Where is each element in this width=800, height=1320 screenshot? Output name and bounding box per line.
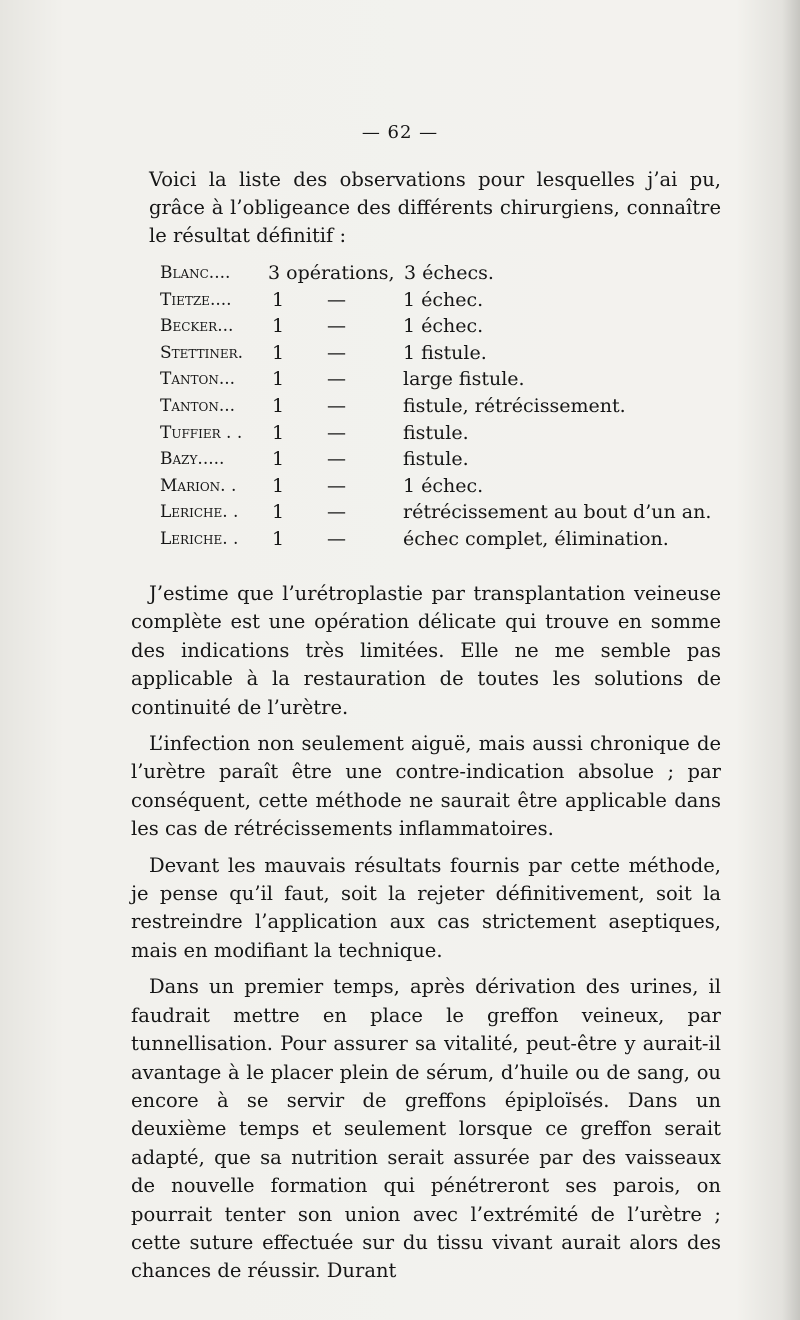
ditto-dash: — bbox=[327, 288, 346, 311]
surgeon-name: Becker... bbox=[160, 316, 234, 337]
paragraph: J’estime que l’urétroplastie par transplantation veineuse complète est une opération délicate qui trouve en somme des indications très limitées. Elle ne me semble pas applicable à la restauration de toutes les solutions de continuité de l’urètre. bbox=[131, 582, 721, 719]
ditto-dash: — bbox=[327, 527, 346, 550]
ditto-dash: — bbox=[327, 315, 346, 338]
ditto-dash: — bbox=[327, 448, 346, 471]
operations-count: 1 bbox=[272, 288, 285, 311]
results-row bbox=[160, 420, 720, 447]
operations-count: 1 bbox=[272, 448, 285, 471]
outcome: 1 échec. bbox=[403, 474, 484, 497]
outcome: 1 fistule. bbox=[403, 341, 487, 364]
ditto-dash: — bbox=[327, 394, 346, 417]
results-row bbox=[160, 340, 720, 367]
surgeon-name: Tietze.... bbox=[160, 289, 232, 310]
results-row bbox=[160, 287, 720, 314]
results-list bbox=[160, 260, 720, 553]
surgeon-name: Leriche. . bbox=[160, 528, 239, 549]
results-row bbox=[160, 473, 720, 500]
operations-count: 3 opérations, bbox=[268, 262, 395, 284]
ditto-dash: — bbox=[327, 421, 346, 444]
operations-count: 1 bbox=[272, 394, 285, 417]
surgeon-name: Tanton... bbox=[160, 395, 236, 416]
intro-text: Voici la liste des observations pour lesquelles j’ai pu, grâce à l’obligeance des différents chirurgiens, connaître le résultat définitif : bbox=[149, 168, 721, 247]
outcome: 3 échecs. bbox=[404, 262, 494, 284]
operations-count: 1 bbox=[272, 527, 285, 550]
operations-count: 1 bbox=[272, 474, 285, 497]
outcome: fistule. bbox=[403, 421, 469, 444]
surgeon-name: Tanton... bbox=[160, 369, 236, 390]
body-text bbox=[131, 580, 721, 1286]
results-row bbox=[160, 499, 720, 526]
ditto-dash: — bbox=[327, 368, 346, 391]
paragraph: L’infection non seulement aiguë, mais aussi chronique de l’urètre paraît être une contre-indication absolue ; par conséquent, cette méthode ne saurait être applicable dans les cas de rétrécissements inflammatoires. bbox=[131, 732, 721, 841]
results-row bbox=[160, 313, 720, 340]
outcome: rétrécissement au bout d’un an. bbox=[403, 501, 712, 524]
ditto-dash: — bbox=[327, 341, 346, 364]
outcome: fistule. bbox=[403, 448, 469, 471]
surgeon-name: Blanc.... bbox=[160, 263, 231, 283]
page-edge-shadow bbox=[782, 0, 800, 1320]
paragraph: Devant les mauvais résultats fournis par cette méthode, je pense qu’il faut, soit la rejeter définitivement, soit la restreindre l’application aux cas strictement aseptiques, mais en modifiant la technique. bbox=[131, 853, 721, 962]
operations-count: 1 bbox=[272, 315, 285, 338]
results-row bbox=[160, 446, 720, 473]
outcome: fistule, rétrécissement. bbox=[403, 394, 626, 417]
results-row bbox=[160, 366, 720, 393]
paragraph: Dans un premier temps, après dérivation des urines, il faudrait mettre en place le greffon veineux, par tunnellisation. Pour assurer sa vitalité, peut-être y aurait-il avantage à le placer plein de sérum, d’huile ou de sang, ou encore à se servir de greffons épiploïsés. Dans un deuxième temps et seulement lorsque ce greffon serait adapté, que sa nutrition serait assurée par des vaisseaux de nouvelle formation qui pénétreront ses parois, on pourrait tenter son union avec l’extrémité de l’urètre ; cette suture effectuée sur du tissu vivant aurait alors des chances de réussir. Durant bbox=[131, 975, 721, 1283]
results-row bbox=[160, 526, 720, 553]
operations-count: 1 bbox=[272, 501, 285, 524]
results-row bbox=[160, 393, 720, 420]
intro-paragraph bbox=[131, 166, 721, 250]
page-number: — 62 — bbox=[361, 122, 439, 143]
surgeon-name: Bazy..... bbox=[160, 449, 225, 470]
operations-count: 1 bbox=[272, 421, 285, 444]
operations-count: 1 bbox=[272, 341, 285, 364]
surgeon-name: Stettiner. bbox=[160, 342, 244, 363]
ditto-dash: — bbox=[327, 501, 346, 524]
results-row bbox=[160, 260, 720, 287]
operations-count: 1 bbox=[272, 368, 285, 391]
outcome: 1 échec. bbox=[403, 315, 484, 338]
surgeon-name: Marion. . bbox=[160, 475, 237, 496]
surgeon-name: Leriche. . bbox=[160, 502, 239, 523]
surgeon-name: Tuffier . . bbox=[160, 422, 243, 443]
outcome: 1 échec. bbox=[403, 288, 484, 311]
ditto-dash: — bbox=[327, 474, 346, 497]
outcome: large fistule. bbox=[403, 368, 525, 391]
outcome: échec complet, élimination. bbox=[403, 527, 669, 550]
